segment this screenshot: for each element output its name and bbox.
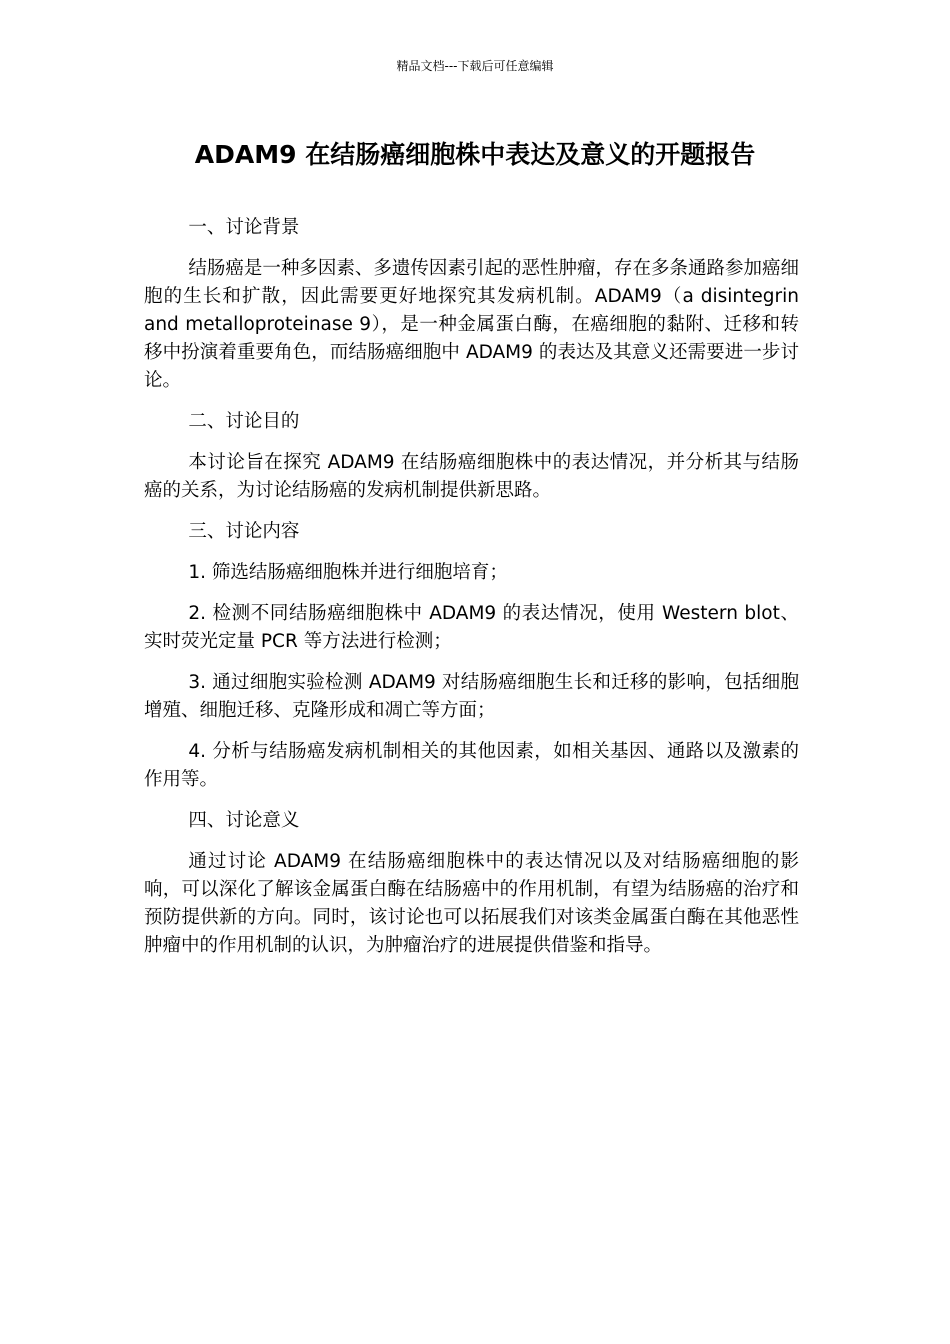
- document-title: ADAM9 在结肠癌细胞株中表达及意义的开题报告: [194, 140, 756, 169]
- section-heading-purpose: 二、讨论目的: [188, 411, 300, 432]
- list-item: 3. 通过细胞实验检测 ADAM9 对结肠癌细胞生长和迁移的影响，包括细胞增殖、细胞迁移、克隆形成和凋亡等方面；: [144, 672, 799, 721]
- document-body: [144, 214, 799, 973]
- section-heading-content: 三、讨论内容: [188, 521, 300, 542]
- list-item: 2. 检测不同结肠癌细胞株中 ADAM9 的表达情况，使用 Western blot、实时荧光定量 PCR 等方法进行检测；: [144, 603, 799, 652]
- list-item: 1. 筛选结肠癌细胞株并进行细胞培育；: [188, 562, 508, 583]
- section-heading-background: 一、讨论背景: [188, 217, 300, 238]
- list-item: 4. 分析与结肠癌发病机制相关的其他因素，如相关基因、通路以及激素的作用等。: [144, 741, 799, 790]
- header-note: 精品文档---下载后可任意编辑: [396, 59, 554, 73]
- paragraph-purpose: 本讨论旨在探究 ADAM9 在结肠癌细胞株中的表达情况，并分析其与结肠癌的关系，为讨论结肠癌的发病机制提供新思路。: [144, 452, 799, 501]
- paragraph-background: 结肠癌是一种多因素、多遗传因素引起的恶性肿瘤，存在多条通路参加癌细胞的生长和扩散，因此需要更好地探究其发病机制。ADAM9（a disintegrin and metalloproteinase 9），是一种金属蛋白酶，在癌细胞的黏附、迁移和转移中扮演着重要角色，而结肠癌细胞中 ADAM9 的表达及其意义还需要进一步讨论。: [144, 258, 799, 391]
- paragraph-significance: 通过讨论 ADAM9 在结肠癌细胞株中的表达情况以及对结肠癌细胞的影响，可以深化了解该金属蛋白酶在结肠癌中的作用机制，有望为结肠癌的治疗和预防提供新的方向。同时，该讨论也可以拓展我们对该类金属蛋白酶在其他恶性肿瘤中的作用机制的认识，为肿瘤治疗的进展提供借鉴和指导。: [144, 851, 799, 956]
- section-heading-significance: 四、讨论意义: [188, 810, 300, 831]
